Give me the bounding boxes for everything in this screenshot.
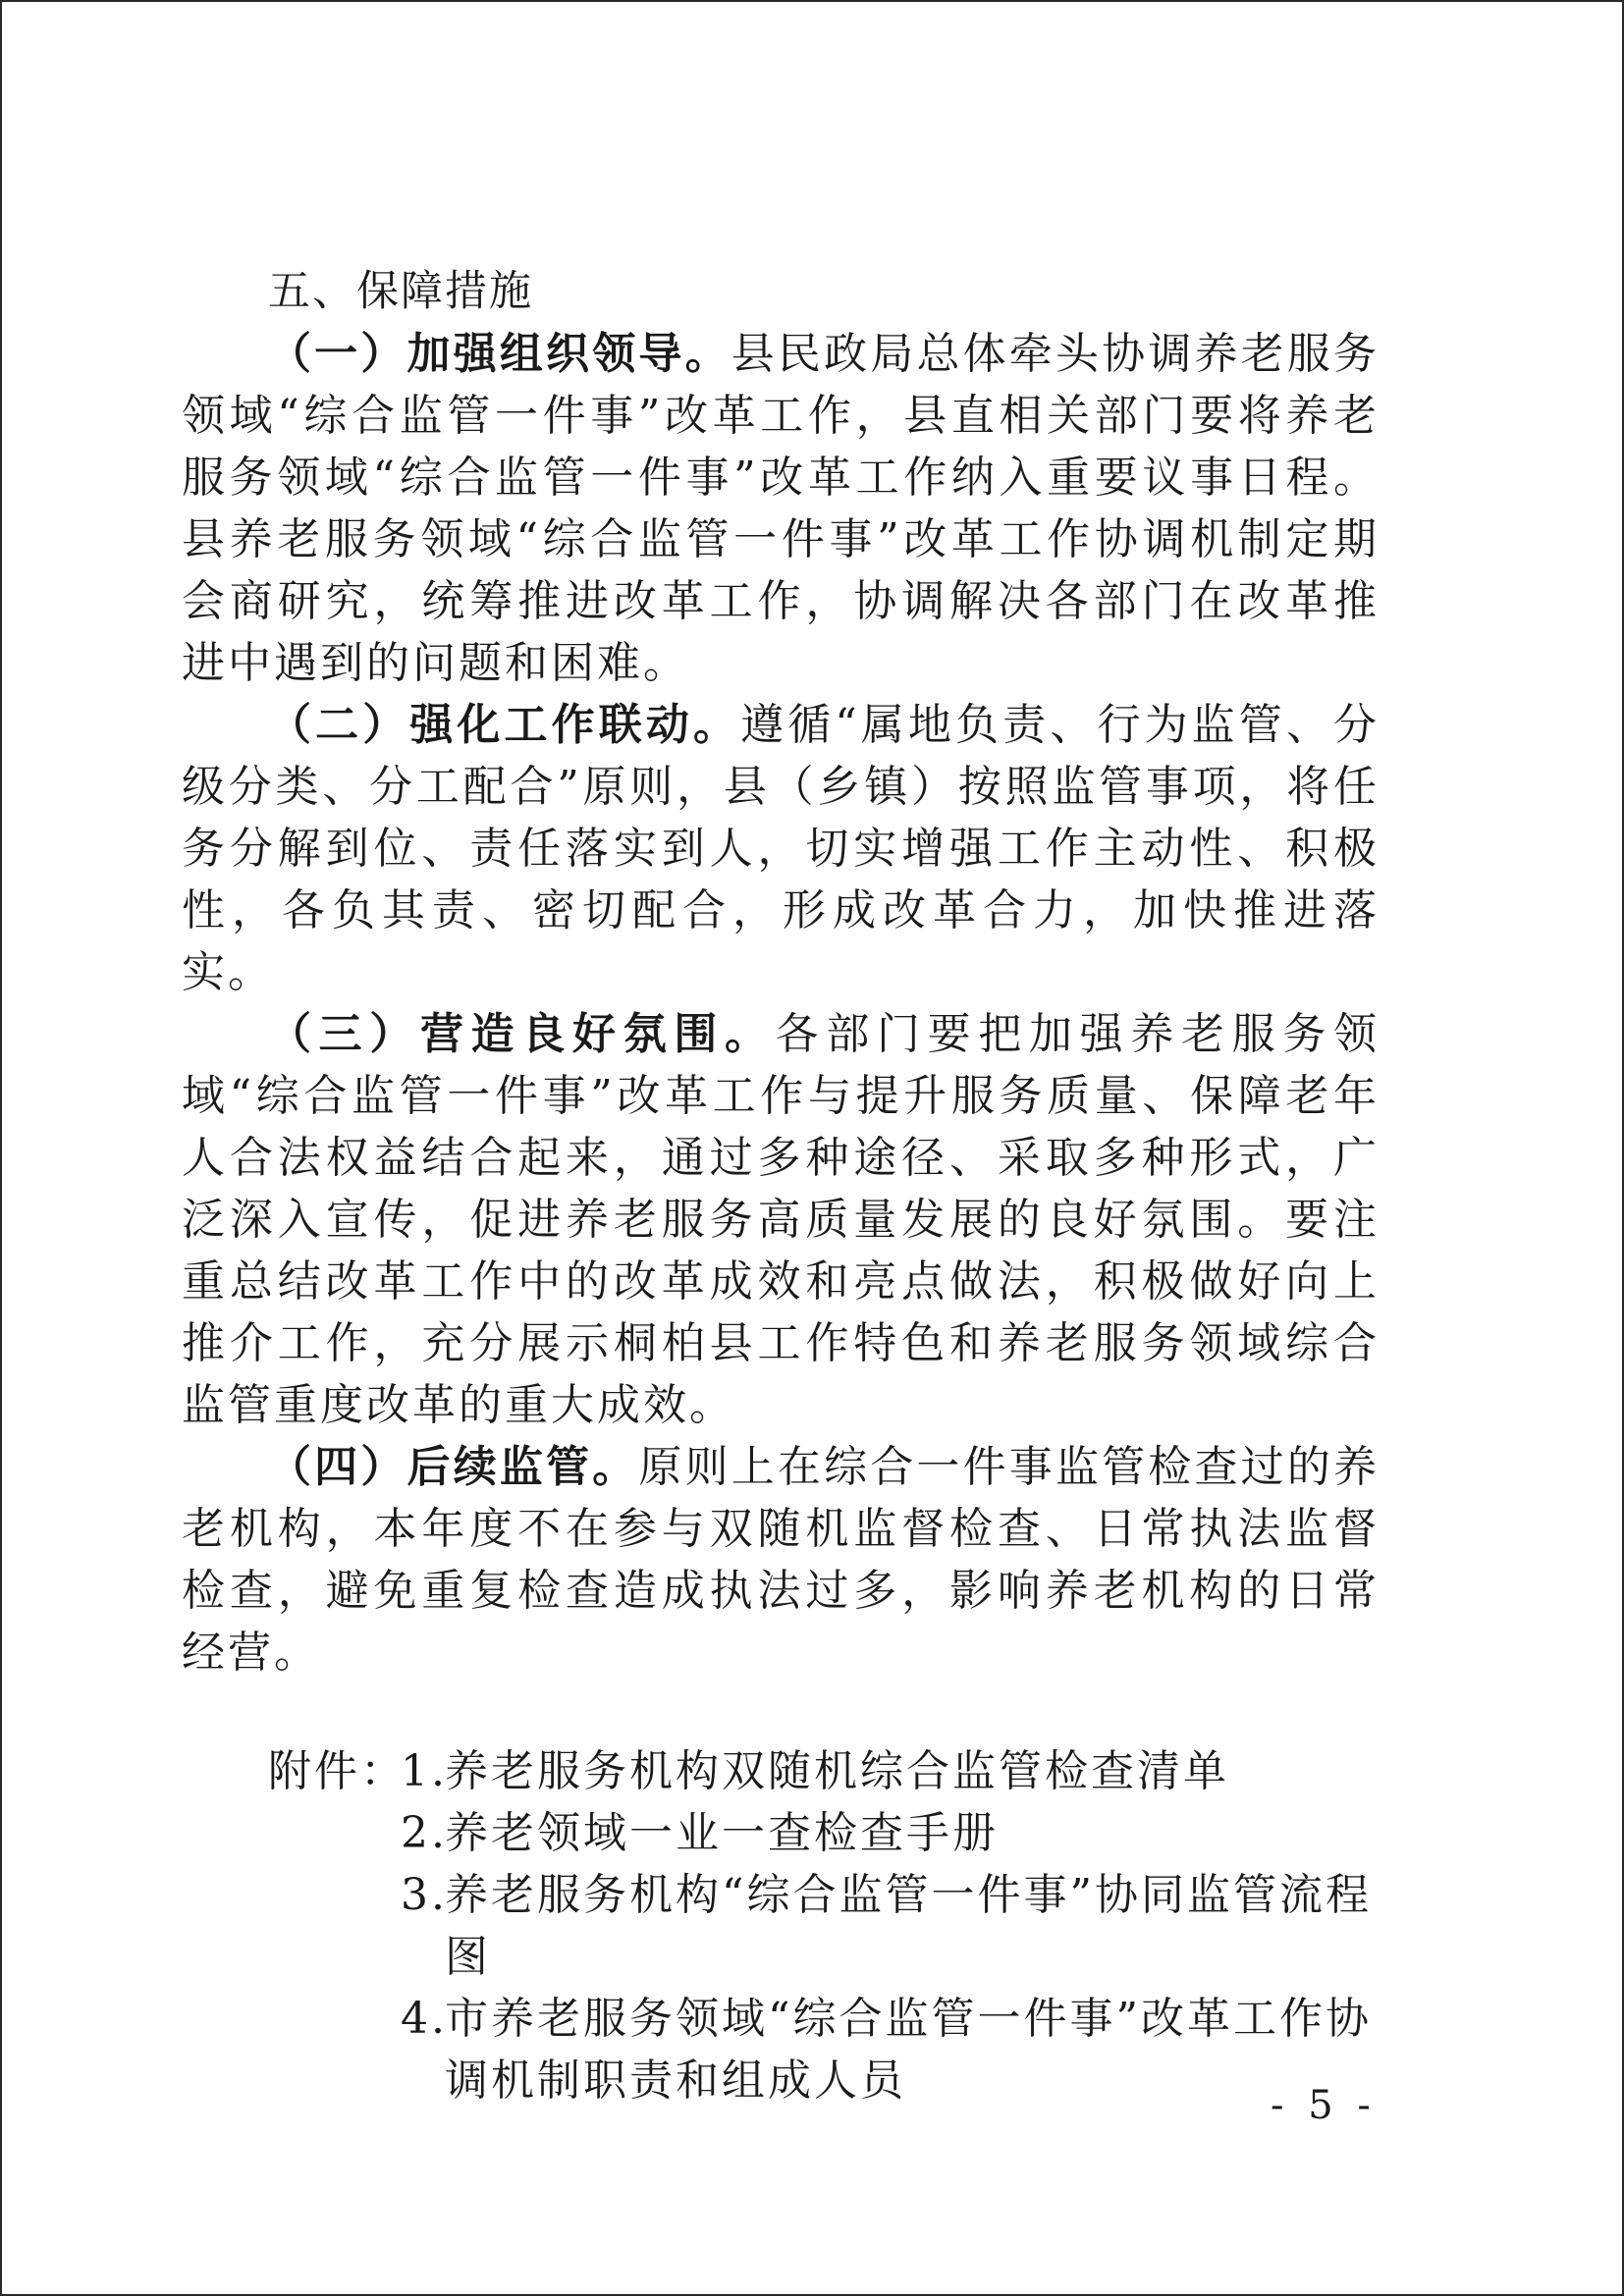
paragraph-work-linkage bbox=[182, 694, 1380, 1003]
attachment-number: 3. bbox=[401, 1870, 448, 1920]
attachment-item bbox=[401, 1864, 1380, 1988]
paragraph-lead: （一）加强组织领导。 bbox=[268, 329, 731, 379]
attachment-title: 养老服务机构双随机综合监管检查清单 bbox=[445, 1746, 1229, 1796]
attachments-label: 附件： bbox=[268, 1746, 406, 1796]
paragraph-text: 遵循“属地负责、行为监管、分级分类、分工配合”原则，县（乡镇）按照监管事项，将任务分解到位、责任落实到人，切实增强工作主动性、积极性，各负其责、密切配合，形成改革合力，加快推进落实。 bbox=[182, 700, 1380, 997]
paragraph-text: 县民政局总体牵头协调养老服务领域“综合监管一件事”改革工作，县直相关部门要将养老服务领域“综合监管一件事”改革工作纳入重要议事日程。县养老服务领域“综合监管一件事”改革工作协调机制定期会商研究，统筹推进改革工作，协调解决各部门在改革推进中遇到的问题和困难。 bbox=[182, 329, 1380, 688]
attachment-title: 养老领域一业一查检查手册 bbox=[445, 1808, 999, 1858]
attachment-number: 1. bbox=[401, 1746, 448, 1796]
paragraph-lead: （三）营造良好氛围。 bbox=[268, 1009, 776, 1059]
attachment-number: 2. bbox=[401, 1808, 448, 1858]
paragraph-follow-up-supervision bbox=[182, 1436, 1380, 1683]
page-number: - 5 - bbox=[1271, 2083, 1377, 2128]
paragraph-atmosphere bbox=[182, 1003, 1380, 1436]
document-body bbox=[182, 261, 1380, 2111]
paragraph-text: 各部门要把加强养老服务领域“综合监管一件事”改革工作与提升服务质量、保障老年人合法权益结合起来，通过多种途径、采取多种形式，广泛深入宣传，促进养老服务高质量发展的良好氛围。要注重总结改革工作中的改革成效和亮点做法，积极做好向上推介工作，充分展示桐柏县工作特色和养老服务领域综合监管重度改革的重大成效。 bbox=[182, 1009, 1380, 1430]
paragraph-lead: （二）强化工作联动。 bbox=[268, 700, 741, 750]
attachment-title: 市养老服务领域“综合监管一件事”改革工作协调机制职责和组成人员 bbox=[445, 1994, 1372, 2106]
attachment-title: 养老服务机构“综合监管一件事”协同监管流程图 bbox=[445, 1870, 1372, 1982]
attachments-block bbox=[182, 1740, 1380, 2111]
paragraph-organization-leadership bbox=[182, 323, 1380, 694]
attachment-number: 4. bbox=[401, 1994, 448, 2044]
attachment-item bbox=[401, 1988, 1380, 2111]
section-heading: 五、保障措施 bbox=[268, 267, 533, 316]
attachment-item bbox=[401, 1802, 1380, 1864]
paragraph-text: 原则上在综合一件事监管检查过的养老机构，本年度不在参与双随机监督检查、日常执法监督检查，避免重复检查造成执法过多，影响养老机构的日常经营。 bbox=[182, 1442, 1380, 1678]
attachment-item bbox=[401, 1740, 1380, 1802]
paragraph-lead: （四）后续监管。 bbox=[268, 1442, 639, 1492]
